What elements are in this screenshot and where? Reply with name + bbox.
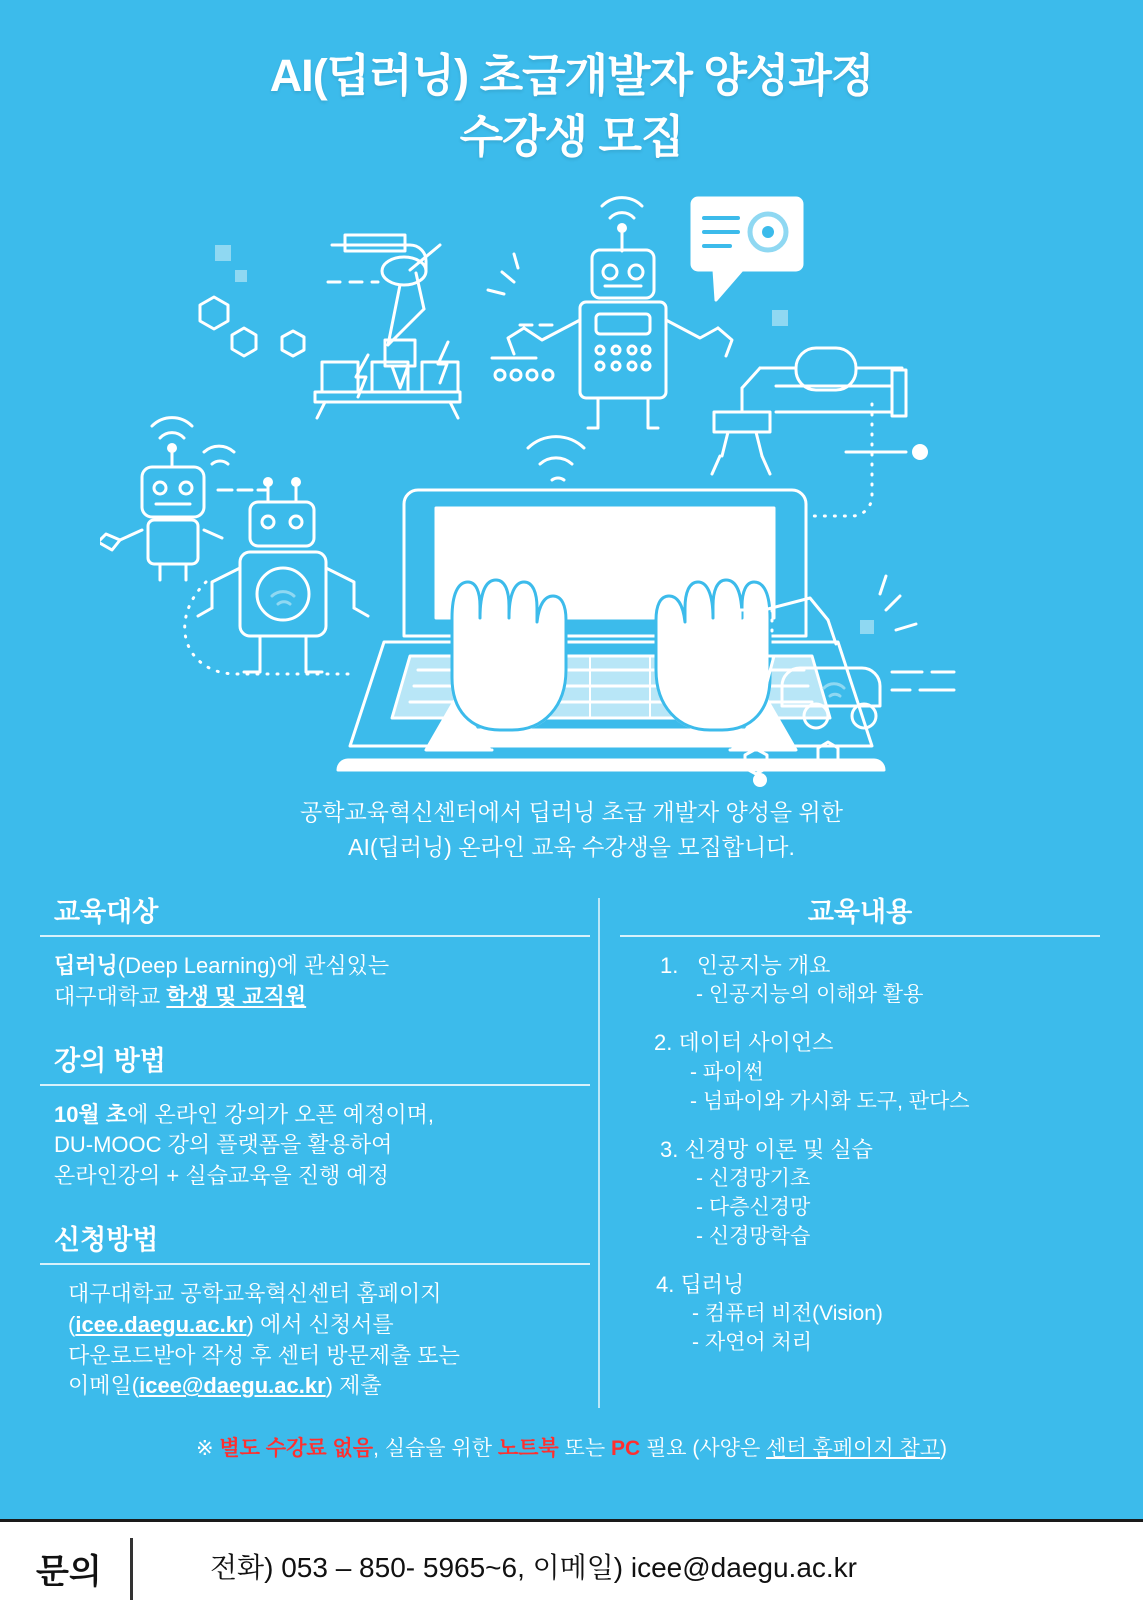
curriculum-item-number: 1. bbox=[660, 953, 679, 978]
curriculum-subitem: - 넘파이와 가시화 도구, 판다스 bbox=[690, 1089, 970, 1113]
curriculum-item-label: 딥러닝 bbox=[680, 1271, 745, 1297]
contact-details: 전화) 053 – 850- 5965~6, 이메일) icee@daegu.ac.kr bbox=[210, 1552, 857, 1583]
curriculum-item bbox=[620, 951, 1100, 1010]
method-line-1 bbox=[54, 1100, 590, 1131]
section-heading-target: 교육대상 bbox=[40, 890, 590, 937]
method-line-3: 온라인강의 + 실습교육을 진행 예정 bbox=[54, 1163, 389, 1189]
column-divider bbox=[598, 898, 600, 1408]
page-title bbox=[0, 46, 1143, 168]
curriculum-item-label: 신경망 이론 및 실습 bbox=[684, 1136, 873, 1162]
target-line-2-emphasis: 학생 및 교직원 bbox=[166, 983, 307, 1009]
curriculum-subitem: - 컴퓨터 비전(Vision) bbox=[692, 1302, 883, 1326]
contact-label: 문의 bbox=[36, 1553, 102, 1591]
contact-footer-inner bbox=[0, 1522, 1143, 1617]
curriculum-item-title bbox=[660, 1135, 1100, 1165]
curriculum-item bbox=[620, 1028, 1100, 1116]
curriculum-item-title bbox=[654, 1028, 1100, 1058]
left-column bbox=[40, 890, 590, 1428]
footnote-mid-2: 또는 bbox=[558, 1437, 611, 1460]
curriculum-subitem: - 인공지능의 이해와 활용 bbox=[696, 983, 924, 1007]
section-heading-apply: 신청방법 bbox=[40, 1218, 590, 1265]
center-homepage-link[interactable]: icee.daegu.ac.kr bbox=[75, 1311, 247, 1337]
curriculum-item-number: 2. bbox=[654, 1030, 673, 1056]
target-line-2 bbox=[54, 982, 590, 1013]
curriculum-item-title bbox=[656, 1270, 1100, 1300]
apply-line-4-prefix: 이메일( bbox=[68, 1373, 140, 1399]
footnote bbox=[0, 1432, 1143, 1462]
section-heading-curriculum: 교육내용 bbox=[620, 890, 1100, 937]
curriculum-subitem: - 다층신경망 bbox=[696, 1195, 811, 1219]
contact-divider bbox=[130, 1538, 133, 1600]
target-line-2-prefix: 대구대학교 bbox=[54, 983, 167, 1009]
ai-robotics-illustration bbox=[100, 190, 1040, 800]
email-link[interactable]: icee@daegu.ac.kr bbox=[139, 1373, 326, 1399]
target-line-1 bbox=[54, 951, 590, 982]
intro-line-2: AI(딥러닝) 온라인 교육 수강생을 모집합니다. bbox=[348, 833, 795, 860]
method-line-2: DU-MOOC 강의 플랫폼을 활용하여 bbox=[54, 1132, 393, 1158]
footnote-pc: PC bbox=[610, 1437, 641, 1460]
right-column bbox=[620, 890, 1100, 1376]
target-keyword: 딥러닝 bbox=[54, 953, 118, 978]
footnote-close: ) bbox=[940, 1437, 948, 1460]
curriculum-item bbox=[620, 1135, 1100, 1252]
intro-line-1: 공학교육혁신센터에서 딥러닝 초급 개발자 양성을 위한 bbox=[300, 799, 843, 825]
title-line-2: 수강생 모집 bbox=[459, 110, 684, 162]
title-line-1: AI(딥러닝) 초급개발자 양성과정 bbox=[269, 50, 874, 101]
footnote-mark: ※ bbox=[195, 1437, 220, 1460]
curriculum-subitem: - 파이썬 bbox=[690, 1060, 764, 1084]
footnote-tail: 필요 (사양은 bbox=[640, 1437, 767, 1460]
intro-text bbox=[0, 795, 1143, 864]
section-body-apply bbox=[40, 1279, 590, 1402]
section-heading-method: 강의 방법 bbox=[40, 1039, 590, 1086]
target-line-1-rest: (Deep Learning)에 관심있는 bbox=[117, 953, 390, 978]
apply-line-1: 대구대학교 공학교육혁신센터 홈페이지 bbox=[68, 1280, 442, 1306]
apply-line-4-rest: ) 제출 bbox=[325, 1373, 382, 1399]
curriculum-item-label: 인공지능 개요 bbox=[696, 953, 831, 978]
footnote-mid-1: , 실습을 위한 bbox=[373, 1437, 498, 1460]
apply-line-3: 다운로드받아 작성 후 센터 방문제출 또는 bbox=[68, 1342, 460, 1368]
apply-line-2-rest: ) 에서 신청서를 bbox=[246, 1311, 394, 1337]
curriculum-item-label: 데이터 사이언스 bbox=[678, 1030, 834, 1056]
curriculum-item bbox=[620, 1270, 1100, 1358]
curriculum-subitem: - 신경망학습 bbox=[696, 1224, 811, 1248]
method-date: 10월 초 bbox=[54, 1101, 128, 1127]
curriculum-subitem: - 신경망기초 bbox=[696, 1166, 811, 1190]
footnote-laptop: 노트북 bbox=[497, 1437, 559, 1460]
section-body-method bbox=[40, 1100, 590, 1192]
apply-line-2 bbox=[68, 1310, 590, 1341]
apply-paren-open: ( bbox=[68, 1311, 76, 1337]
curriculum-item-number: 4. bbox=[656, 1271, 675, 1297]
curriculum-item-number: 3. bbox=[660, 1136, 679, 1162]
body-columns bbox=[40, 890, 1105, 1420]
apply-line-4 bbox=[68, 1371, 590, 1402]
curriculum-subitem: - 자연어 처리 bbox=[692, 1331, 813, 1355]
section-body-target bbox=[40, 951, 590, 1013]
method-line-1-rest: 에 온라인 강의가 오픈 예정이며, bbox=[127, 1101, 434, 1127]
contact-footer bbox=[0, 1519, 1143, 1617]
footnote-homepage-reference: 센터 홈페이지 참고 bbox=[766, 1437, 941, 1460]
footnote-free-tuition: 별도 수강료 없음 bbox=[219, 1437, 374, 1460]
curriculum-item-title bbox=[660, 951, 1100, 981]
